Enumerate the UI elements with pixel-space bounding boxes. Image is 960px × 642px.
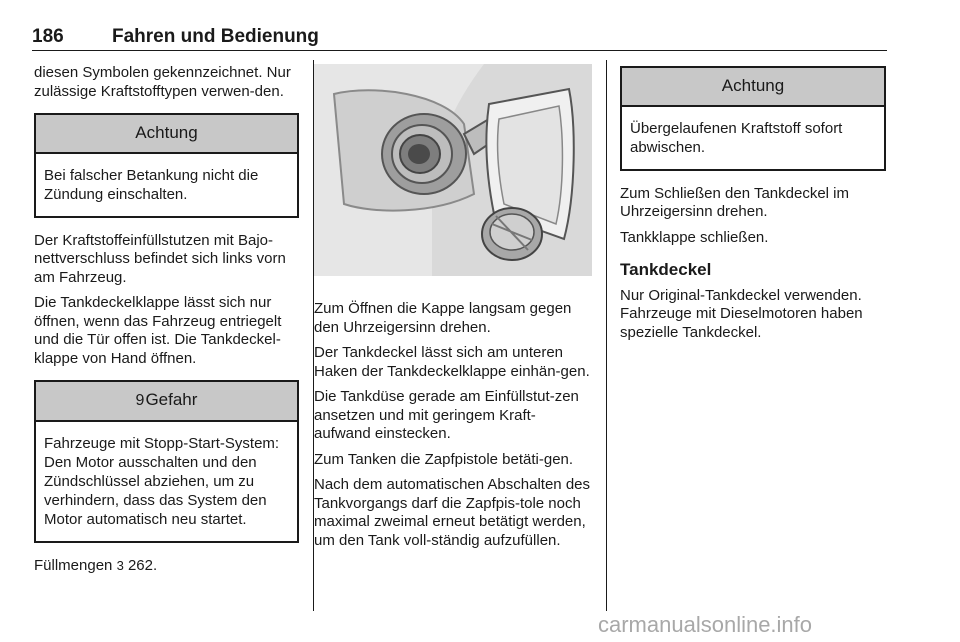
page-header [32,26,887,48]
achtung-title-2: Achtung [622,68,884,107]
achtung-text-2: Übergelaufenen Kraftstoff sofort abwischen. [630,119,843,156]
fill-quantities-line [34,557,299,576]
gefahr-box [34,380,299,543]
intro-paragraph: diesen Symbolen gekennzeichnet. Nur zulässige Kraftstofftypen verwen-den. [34,64,291,100]
column-divider-2 [606,60,607,611]
achtung-box [34,113,299,218]
page-reference-icon: 3 [116,557,124,573]
nozzle-paragraph: Die Tankdüse gerade am Einfüllstut-zen ansetzen und mit geringem Kraft-aufwand einstecken. [314,388,579,442]
hang-cap-paragraph: Der Tankdeckel lässt sich am unteren Haken der Tankdeckelklappe einhän-gen. [314,344,590,380]
column-left [34,64,299,582]
flap-paragraph: Die Tankdeckelklappe lässt sich nur öffnen, wenn das Fahrzeug entriegelt und die Tür offen ist. Die Tankdeckel-klappe von Hand öffnen. [34,294,282,367]
fuel-filler-cap-illustration [314,64,592,276]
fuel-filler-figure [314,64,592,276]
achtung-text: Bei falscher Betankung nicht die Zündung einschalten. [44,166,259,203]
achtung-title: Achtung [36,115,297,154]
close-cap-paragraph: Zum Schließen den Tankdeckel im Uhrzeigersinn drehen. [620,184,849,220]
achtung-box-2 [620,66,886,171]
fill-quantities-label: Füllmengen [34,556,113,574]
column-right [620,64,886,349]
gefahr-header [36,382,297,422]
open-cap-paragraph: Zum Öffnen die Kappe langsam gegen den Uhrzeigersinn drehen. [314,300,572,336]
gefahr-title: Gefahr [145,390,198,409]
original-cap-paragraph: Nur Original-Tankdeckel verwenden. Fahrzeuge mit Dieselmotoren haben spezielle Tankdeckel. [620,286,863,341]
section-title-tankdeckel: Tankdeckel [620,260,712,279]
header-rule [32,50,887,51]
filler-location-paragraph: Der Kraftstoffeinfüllstutzen mit Bajo-nettverschluss befindet sich links vorn am Fahrzeug. [34,231,286,286]
refuel-paragraph: Zum Tanken die Zapfpistole betäti-gen. [314,450,574,468]
gefahr-text: Fahrzeuge mit Stopp-Start-System: Den Motor ausschalten und den Zündschlüssel abziehen, um zu verhindern, dass das System den Motor automatisch neu startet. [44,434,280,528]
page-number: 186 [32,26,64,47]
watermark: carmanualsonline.info [598,612,813,637]
auto-shutoff-paragraph: Nach dem automatischen Abschalten des Tankvorgangs darf die Zapfpis-tole noch maximal zweimal erneut betätigt werden, um den Tank voll-ständig aufzufüllen. [314,476,590,549]
close-flap-paragraph: Tankklappe schließen. [620,228,769,246]
fill-quantities-page-link[interactable]: 262. [127,556,158,574]
page-title: Fahren und Bedienung [112,26,319,47]
column-middle [314,64,592,557]
warning-icon: 9 [135,392,145,409]
